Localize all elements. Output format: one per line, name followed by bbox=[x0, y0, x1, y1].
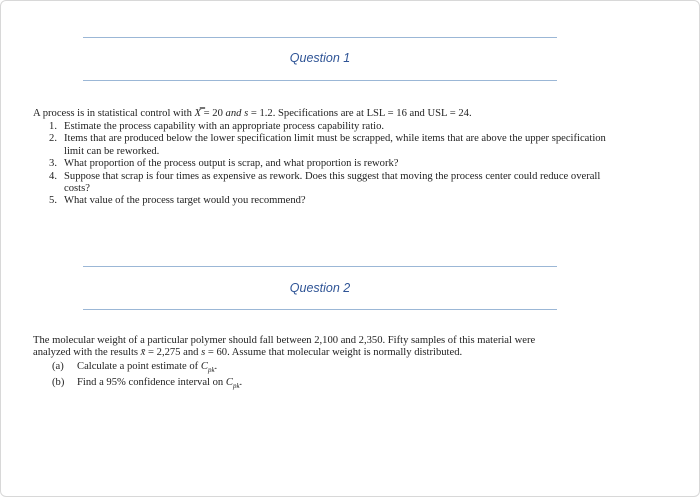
list-item bbox=[40, 195, 610, 207]
list-item-text-pre: Find a 95% confidence interval on bbox=[77, 376, 226, 388]
list-item-text: Estimate the process capability with an appropriate process capability ratio. bbox=[64, 121, 385, 132]
q2-xbar-symbol: x̄ bbox=[140, 347, 146, 359]
list-item-number: (a) bbox=[52, 361, 64, 372]
q2-intro-line2-post: = 60. Assume that molecular weight is normally distributed. bbox=[205, 347, 463, 359]
list-item bbox=[40, 121, 610, 133]
list-item bbox=[40, 158, 610, 170]
list-item-text: What proportion of the process output is scrap, and what proportion is rework? bbox=[64, 158, 399, 170]
question1-list bbox=[40, 121, 610, 208]
question2-top-rule bbox=[83, 266, 557, 267]
q2-intro-line2 bbox=[33, 347, 593, 359]
q2-intro-line2-pre: analyzed with the results bbox=[33, 347, 141, 359]
question1-top-rule bbox=[83, 37, 557, 38]
question1-bottom-rule bbox=[83, 80, 557, 81]
list-item bbox=[40, 171, 610, 196]
q1-intro-post: . Specifications are at LSL = 16 and USL = 24. bbox=[272, 108, 472, 119]
list-item-number: (b) bbox=[52, 376, 65, 388]
q1-xbarbar-symbol: X̿ bbox=[194, 108, 202, 119]
question2-intro bbox=[33, 335, 593, 360]
question2-bottom-rule bbox=[83, 309, 557, 310]
question2-list bbox=[38, 361, 538, 392]
q1-intro-and: and bbox=[225, 108, 242, 119]
list-item-number: 1. bbox=[49, 121, 57, 132]
list-item-text: What value of the process target would you recommend? bbox=[64, 195, 306, 207]
q1-intro-s: s bbox=[241, 108, 249, 119]
list-item-number: 3. bbox=[49, 158, 57, 170]
q1-intro-eq2: = 1.2 bbox=[248, 108, 273, 119]
list-item bbox=[40, 133, 610, 158]
list-item-text-pre: Calculate a point estimate of bbox=[77, 361, 201, 372]
question2-heading: Question 2 bbox=[289, 281, 351, 295]
q1-intro-eq1: = 20 bbox=[201, 108, 226, 119]
q1-intro-pre: A process is in statistical control with bbox=[33, 108, 195, 119]
cpk-symbol: C bbox=[225, 376, 233, 388]
cpk-subscript: pk bbox=[232, 381, 240, 390]
cpk-symbol: C bbox=[200, 361, 208, 372]
list-item-number: 4. bbox=[49, 170, 57, 182]
list-item bbox=[38, 377, 538, 393]
list-item bbox=[38, 361, 538, 377]
list-item-number: 2. bbox=[49, 133, 57, 145]
q2-intro-line2-mid: = 2,275 and bbox=[145, 347, 202, 359]
list-item-text-post: . bbox=[239, 376, 243, 388]
list-item-text-post: . bbox=[214, 361, 218, 372]
question1-intro bbox=[33, 108, 593, 120]
list-item-text: Suppose that scrap is four times as expensive as rework. Does this suggest that moving the process center could reduce overall costs? bbox=[64, 170, 601, 195]
list-item-number: 5. bbox=[49, 195, 57, 207]
cpk-subscript: pk bbox=[207, 366, 215, 375]
list-item-text: Items that are produced below the lower specification limit must be scrapped, while items that are above the upper specification limit can be reworked. bbox=[64, 133, 606, 157]
q2-intro-line1: The molecular weight of a particular polymer should fall between 2,100 and 2,350. Fifty samples of this material were bbox=[33, 335, 536, 346]
question1-heading: Question 1 bbox=[289, 51, 351, 65]
q2-s-symbol: s bbox=[201, 347, 206, 359]
